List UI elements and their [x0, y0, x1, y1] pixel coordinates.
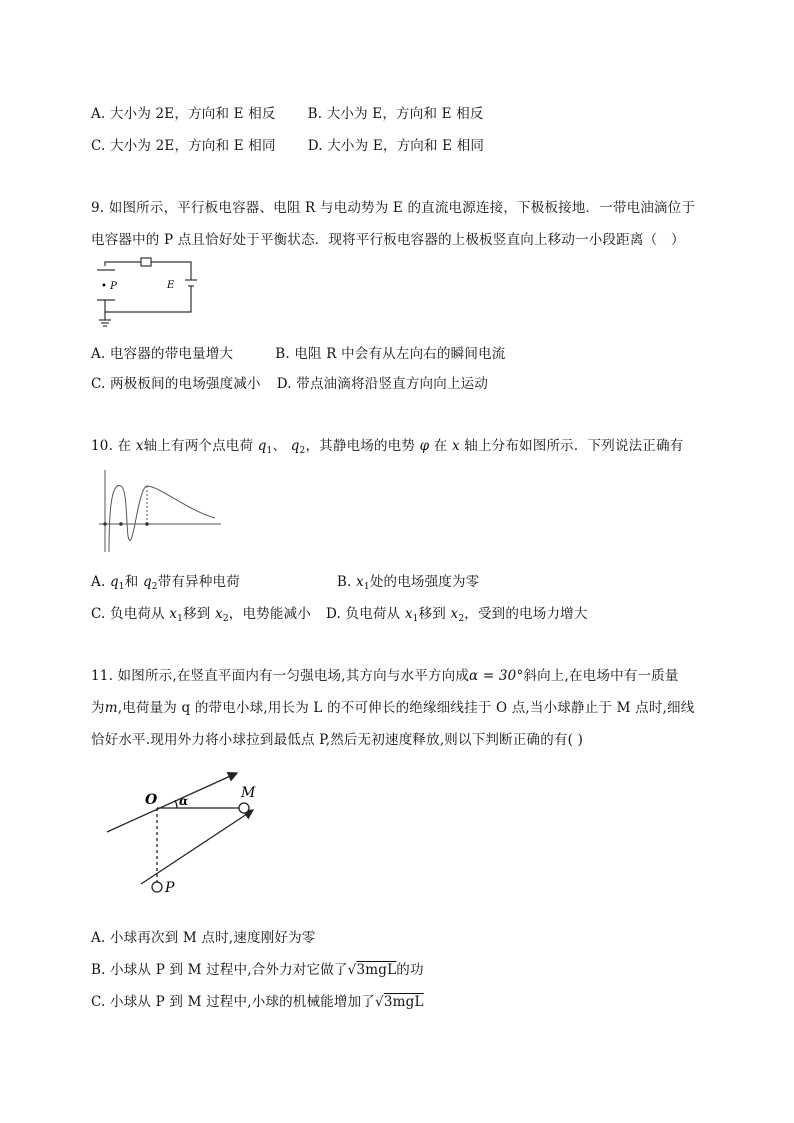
q11-option-c-sqrt: √	[375, 994, 384, 1010]
q10-stem-part: 10. 在	[91, 438, 132, 454]
q10-stem-q: q	[290, 438, 300, 454]
q11-stem-part: ,电荷量为 q 的带电小球,用长为 L 的不可伸长的绝缘细线挂于 O 点,当小球静止于 M 点时,细线	[117, 700, 695, 716]
q10-option-c-sub: 1	[177, 614, 184, 624]
q11-field-figure	[105, 768, 265, 898]
q10-option-d-part: 移到	[418, 606, 446, 622]
q9-options-row-1	[91, 342, 505, 362]
q10-option-b-label: B.	[336, 574, 352, 590]
q8-option-a: A. 大小为 2E，方向和 E 相反	[91, 106, 276, 122]
q10-option-a-sub: 1	[118, 582, 125, 592]
q9-option-b: B. 电阻 R 中会有从左向右的瞬间电流	[275, 346, 506, 362]
q10-options-row-2	[91, 602, 588, 624]
q10-stem	[91, 434, 683, 456]
q9-circuit-figure	[95, 256, 205, 332]
q10-option-c-part: 移到	[183, 606, 211, 622]
q11-figure-label-m: M	[241, 785, 256, 801]
q11-figure-label-o: O	[145, 792, 158, 808]
q10-option-c-sub: 2	[222, 614, 229, 624]
q11-stem-line-2	[91, 696, 694, 716]
q9-figure-label-e: E	[167, 280, 175, 291]
q9-stem-line-1: 9. 如图所示，平行板电容器、电阻 R 与电动势为 E 的直流电源连接，下极板接地．一带电油滴位于	[91, 200, 696, 216]
q10-option-c-x: x	[215, 606, 223, 622]
q8-options-row-1	[91, 102, 484, 122]
q11-figure-label-p: P	[165, 880, 175, 896]
q10-option-a-q: q	[109, 574, 119, 590]
q10-option-b-part: 处的电场强度为零	[369, 574, 480, 590]
q10-option-a-label: A.	[91, 574, 106, 590]
q11-option-c-part: C. 小球从 P 到 M 过程中,小球的机械能增加了	[91, 994, 375, 1010]
q10-option-c-x: x	[169, 606, 178, 622]
q10-option-c-label: C. 负电荷从	[91, 606, 165, 622]
q11-option-b-part: 的功	[396, 962, 424, 978]
q11-stem-line-1	[91, 664, 679, 684]
q11-stem-part: 11. 如图所示,在竖直平面内有一匀强电场,其方向与水平方向成	[91, 668, 470, 684]
q10-stem-part: 轴上有两个点电荷	[143, 438, 254, 454]
q10-stem-sub: 2	[299, 446, 306, 456]
q9-options-row-2	[91, 372, 488, 392]
q10-stem-phi: φ	[419, 438, 430, 454]
q10-stem-part: 轴上分布如图所示．下列说法正确有	[464, 438, 684, 454]
q11-option-b-sqrt: √	[347, 962, 357, 978]
q10-stem-part: ，其静电场的电势	[305, 438, 416, 454]
q11-option-c-value: 3mgL	[383, 994, 424, 1010]
q10-option-a-q: q	[142, 574, 152, 590]
q11-option-b-part: B. 小球从 P 到 M 过程中,合外力对它做了	[91, 962, 348, 978]
q10-stem-part: 在	[433, 438, 448, 454]
q10-stem-q: q	[257, 438, 267, 454]
q10-option-b-x: x	[356, 574, 364, 590]
q9-stem-line-2: 电容器中的 P 点且恰好处于平衡状态．现将平行板电容器的上极板竖直向上移动一小段距离（ ）	[91, 232, 685, 248]
q10-option-d-x: x	[450, 606, 459, 622]
q8-options-row-2	[91, 134, 484, 154]
q8-option-c: C. 大小为 2E，方向和 E 相同	[91, 138, 276, 154]
q10-option-d-label: D. 负电荷从	[325, 606, 401, 622]
q9-figure-label-p: • P	[101, 281, 117, 292]
q11-alpha-value: α = 30	[469, 668, 517, 684]
q11-option-b	[91, 958, 424, 978]
q10-option-d-part: ，受到的电场力增大	[464, 606, 588, 622]
q10-stem-x: x	[451, 438, 460, 454]
q10-stem-x: x	[135, 438, 144, 454]
q10-option-c-part: ，电势能减小	[228, 606, 311, 622]
q10-options-row-1	[91, 570, 479, 592]
q10-option-a-sub: 2	[151, 582, 158, 592]
q10-option-d-sub: 1	[412, 614, 419, 624]
q11-stem-m: m	[104, 700, 118, 716]
q11-figure-label-alpha: α	[179, 794, 189, 808]
q11-stem-part: 为	[91, 700, 105, 716]
q9-option-a: A. 电容器的带电量增大	[91, 346, 234, 362]
q10-option-b-sub: 1	[363, 582, 370, 592]
q8-option-d: D. 大小为 E，方向和 E 相同	[307, 138, 485, 154]
q10-option-d-x: x	[404, 606, 413, 622]
q9-option-d: D. 带点油滴将沿竖直方向向上运动	[276, 376, 489, 392]
q10-option-a-part: 带有异种电荷	[157, 574, 240, 590]
q11-option-c	[91, 990, 424, 1010]
q10-option-d-sub: 2	[458, 614, 465, 624]
q11-stem-part: °斜向上,在电场中有一质量	[516, 668, 679, 684]
q10-option-a-part: 和	[124, 574, 139, 590]
q11-option-a: A. 小球再次到 M 点时,速度刚好为零	[91, 930, 316, 946]
q9-option-c: C. 两极板间的电场强度减小	[91, 376, 261, 392]
q11-stem-line-3: 恰好水平.现用外力将小球拉到最低点 P,然后无初速度释放,则以下判断正确的有( )	[91, 732, 584, 748]
q10-stem-sub: 1	[266, 446, 273, 456]
q10-stem-part: 、	[272, 438, 287, 454]
q11-option-b-value: 3mgL	[356, 962, 397, 978]
q10-potential-graph	[97, 466, 227, 556]
q8-option-b: B. 大小为 E，方向和 E 相反	[307, 106, 484, 122]
